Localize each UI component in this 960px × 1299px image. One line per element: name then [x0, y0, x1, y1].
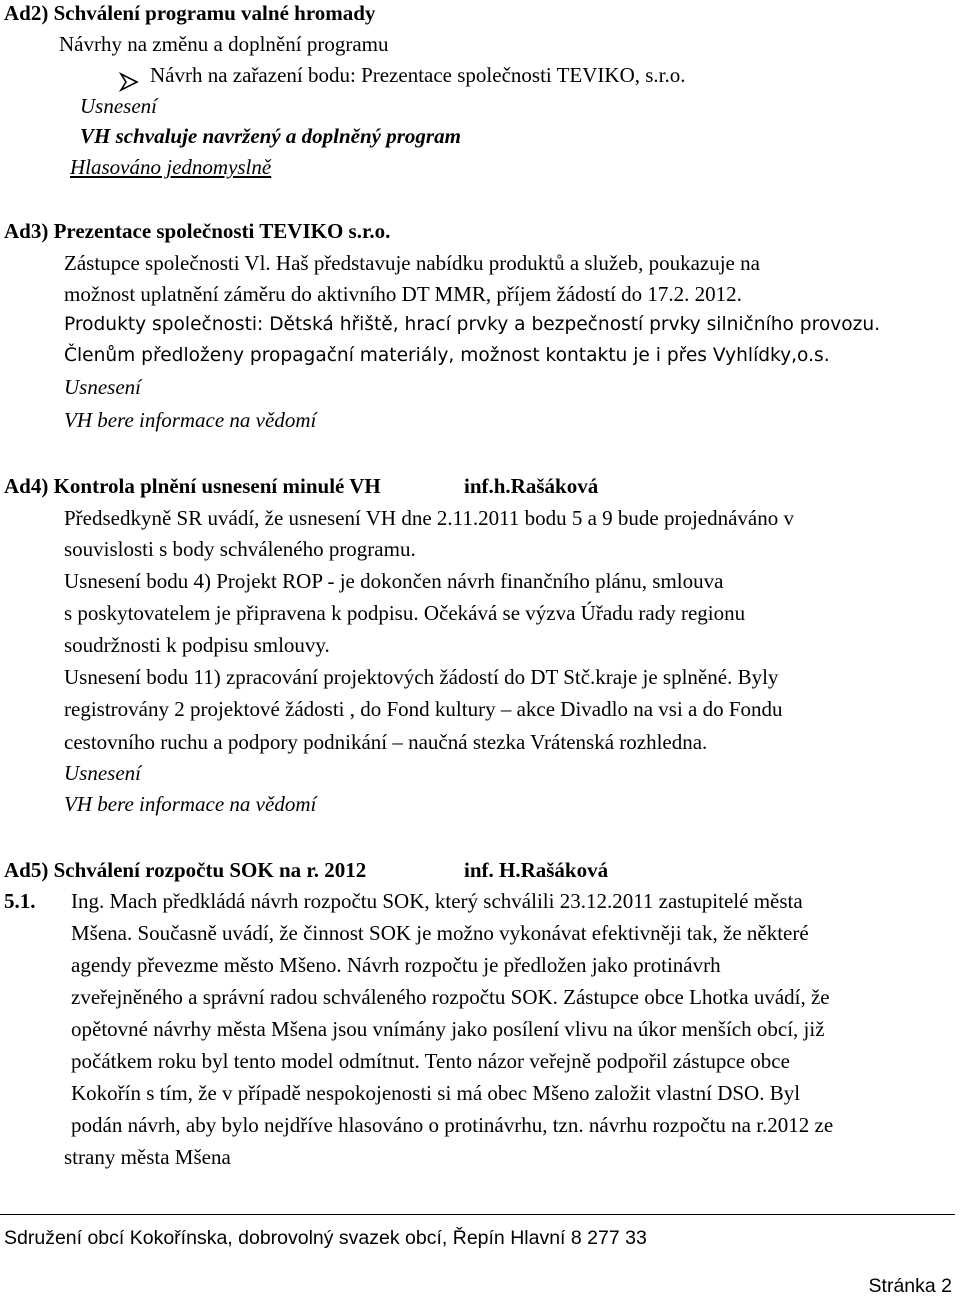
ad3-line: možnost uplatnění záměru do aktivního DT MMR, příjem žádostí do 17.2. 2012.	[64, 282, 742, 306]
ad2-subheading: Návrhy na změnu a doplnění programu	[59, 32, 389, 56]
ad4-resolution-text: VH bere informace na vědomí	[64, 792, 317, 816]
ad5-item-number: 5.1.	[4, 889, 36, 913]
arrow-bullet-icon	[118, 71, 140, 93]
ad4-heading: Ad4) Kontrola plnění usnesení minulé VH	[4, 474, 381, 498]
ad5-line: agendy převezme město Mšeno. Návrh rozpočtu je předložen jako protinávrh	[71, 953, 721, 977]
ad3-resolution-text: VH bere informace na vědomí	[64, 408, 317, 432]
ad2-vote: Hlasováno jednomyslně	[70, 155, 272, 179]
ad2-resolution-label: Usnesení	[80, 94, 157, 118]
ad5-line: opětovné návrhy města Mšena jsou vnímány jako posílení vlivu na úkor menších obcí, již	[71, 1017, 825, 1041]
ad5-line: Ing. Mach předkládá návrh rozpočtu SOK, který schválili 23.12.2011 zastupitelé města	[71, 889, 803, 913]
ad4-line: s poskytovatelem je připravena k podpisu. Očekává se výzva Úřadu rady regionu	[64, 601, 746, 625]
ad4-line: cestovního ruchu a podpory podnikání – naučná stezka Vrátenská rozhledna.	[64, 730, 708, 754]
ad2-resolution-text: VH schvaluje navržený a doplněný program	[80, 124, 461, 148]
ad4-resolution-label: Usnesení	[64, 761, 141, 785]
ad3-line: Zástupce společnosti Vl. Haš představuje nabídku produktů a služeb, poukazuje na	[64, 251, 760, 275]
ad3-line: Produkty společnosti: Dětská hřiště, hrací prvky a bezpečností prvky silničního provozu.	[64, 314, 881, 335]
footer-divider	[0, 1214, 955, 1215]
ad4-presenter: inf.h.Rašáková	[464, 474, 599, 498]
ad3-resolution-label: Usnesení	[64, 375, 141, 399]
ad4-line: Usnesení bodu 11) zpracování projektových žádostí do DT Stč.kraje je splněné. Byly	[64, 665, 779, 689]
ad4-line: Předsedkyně SR uvádí, že usnesení VH dne 2.11.2011 bodu 5 a 9 bude projednáváno v	[64, 506, 795, 530]
ad3-heading: Ad3) Prezentace společnosti TEVIKO s.r.o.	[4, 219, 391, 243]
page-number: Stránka 2	[868, 1275, 952, 1297]
ad2-heading: Ad2) Schválení programu valné hromady	[4, 1, 376, 25]
ad2-bullet-item: Návrh na zařazení bodu: Prezentace společnosti TEVIKO, s.r.o.	[150, 63, 686, 87]
ad5-line: Mšena. Současně uvádí, že činnost SOK je možno vykonávat efektivněji tak, že některé	[71, 921, 809, 945]
ad5-heading: Ad5) Schválení rozpočtu SOK na r. 2012	[4, 858, 367, 882]
ad5-line: počátkem roku byl tento model odmítnut. Tento názor veřejně podpořil zástupce obce	[71, 1049, 790, 1073]
ad3-line: Členům předloženy propagační materiály, možnost kontaktu je i přes Vyhlídky,o.s.	[64, 345, 830, 366]
ad5-line: podán návrh, aby bylo nejdříve hlasováno o protinávrhu, tzn. návrhu rozpočtu na r.2012 ze	[71, 1113, 834, 1137]
ad4-line: soudržnosti k podpisu smlouvy.	[64, 633, 330, 657]
ad4-line: souvislosti s body schváleného programu.	[64, 537, 416, 561]
footer-organization: Sdružení obcí Kokořínska, dobrovolný svazek obcí, Řepín Hlavní 8 277 33	[4, 1227, 647, 1249]
ad5-line: zveřejněného a správní radou schváleného rozpočtu SOK. Zástupce obce Lhotka uvádí, že	[71, 985, 830, 1009]
ad5-line: Kokořín s tím, že v případě nespokojenosti si má obec Mšeno založit vlastní DSO. Byl	[71, 1081, 801, 1105]
ad5-presenter: inf. H.Rašáková	[464, 858, 609, 882]
ad4-line: Usnesení bodu 4) Projekt ROP - je dokončen návrh finančního plánu, smlouva	[64, 569, 724, 593]
ad4-line: registrovány 2 projektové žádosti , do Fond kultury – akce Divadlo na vsi a do Fondu	[64, 697, 783, 721]
ad5-line: strany města Mšena	[64, 1145, 231, 1169]
